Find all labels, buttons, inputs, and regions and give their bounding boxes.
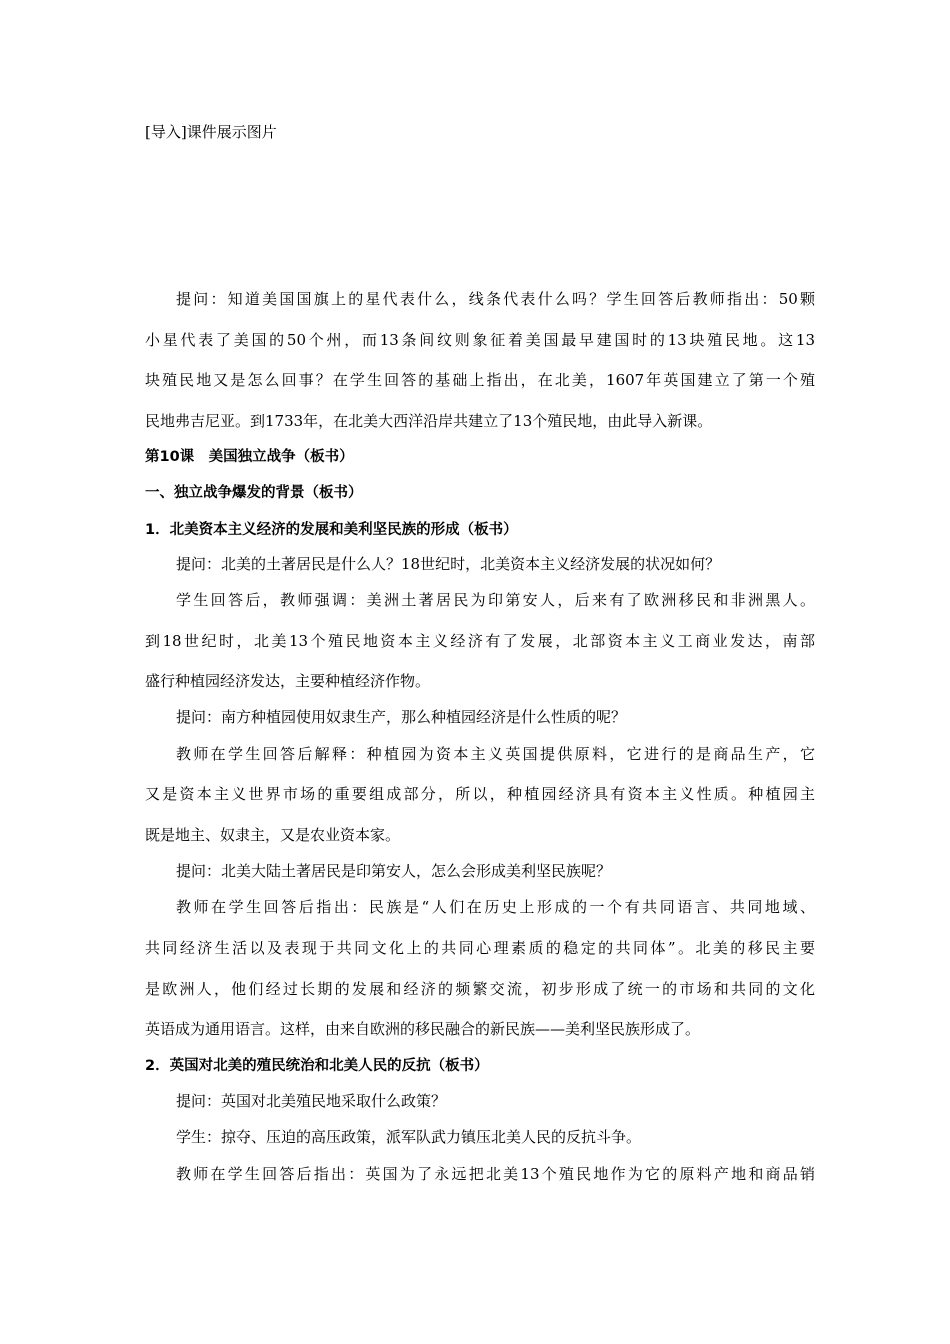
section-heading: 一、独立战争爆发的背景（板书）: [145, 485, 363, 501]
lesson-title: 第10课 美国独立战争（板书）: [145, 449, 354, 465]
paragraph-line: 小星代表了美国的50个州，而13条间纹则象征着美国最早建国时的13块殖民地。这13: [145, 331, 815, 349]
question-text: 提问：南方种植园使用奴隶生产，那么种植园经济是什么性质的呢？: [176, 708, 627, 726]
paragraph-line: 学生回答后，教师强调：美洲土著居民为印第安人，后来有了欧洲移民和非洲黑人。: [176, 591, 815, 609]
paragraph-line: 块殖民地又是怎么回事？在学生回答的基础上指出，在北美，1607年英国建立了第一个殖: [145, 371, 815, 389]
question-text: 提问：英国对北美殖民地采取什么政策？: [176, 1092, 447, 1110]
paragraph-line: 教师在学生回答后指出：民族是“人们在历史上形成的一个有共同语言、共同地域、: [176, 898, 815, 916]
subsection-heading: 2．英国对北美的殖民统治和北美人民的反抗（板书）: [145, 1058, 489, 1074]
paragraph-line: 英语成为通用语言。这样，由来自欧洲的移民融合的新民族——美利坚民族形成了。: [145, 1020, 701, 1038]
subsection-heading: 1．北美资本主义经济的发展和美利坚民族的形成（板书）: [145, 522, 518, 538]
paragraph-line: 教师在学生回答后指出：英国为了永远把北美13个殖民地作为它的原料产地和商品销: [176, 1165, 815, 1183]
paragraph-line: 提问：知道美国国旗上的星代表什么，线条代表什么吗？学生回答后教师指出：50颗: [176, 290, 815, 308]
question-text: 提问：北美的土著居民是什么人？18世纪时，北美资本主义经济发展的状况如何？: [176, 555, 721, 573]
paragraph-line: 又是资本主义世界市场的重要组成部分，所以，种植园经济具有资本主义性质。种植园主: [145, 785, 815, 803]
paragraph-line: 共同经济生活以及表现于共同文化上的共同心理素质的稳定的共同体”。北美的移民主要: [145, 939, 815, 957]
paragraph-line: 到18世纪时，北美13个殖民地资本主义经济有了发展，北部资本主义工商业发达，南部: [145, 632, 815, 650]
paragraph-line: 既是地主、奴隶主，又是农业资本家。: [145, 826, 401, 844]
intro-heading: [导入]课件展示图片: [145, 123, 277, 141]
question-text: 提问：北美大陆土著居民是印第安人，怎么会形成美利坚民族呢？: [176, 862, 612, 880]
answer-text: 学生：掠夺、压迫的高压政策，派军队武力镇压北美人民的反抗斗争。: [176, 1128, 642, 1146]
paragraph-line: 盛行种植园经济发达，主要种植经济作物。: [145, 672, 431, 690]
paragraph-line: 是欧洲人，他们经过长期的发展和经济的频繁交流，初步形成了统一的市场和共同的文化: [145, 980, 815, 998]
paragraph-line: 民地弗吉尼亚。到1733年，在北美大西洋沿岸共建立了13个殖民地，由此导入新课。: [145, 412, 713, 430]
paragraph-line: 教师在学生回答后解释：种植园为资本主义英国提供原料，它进行的是商品生产，它: [176, 745, 815, 763]
